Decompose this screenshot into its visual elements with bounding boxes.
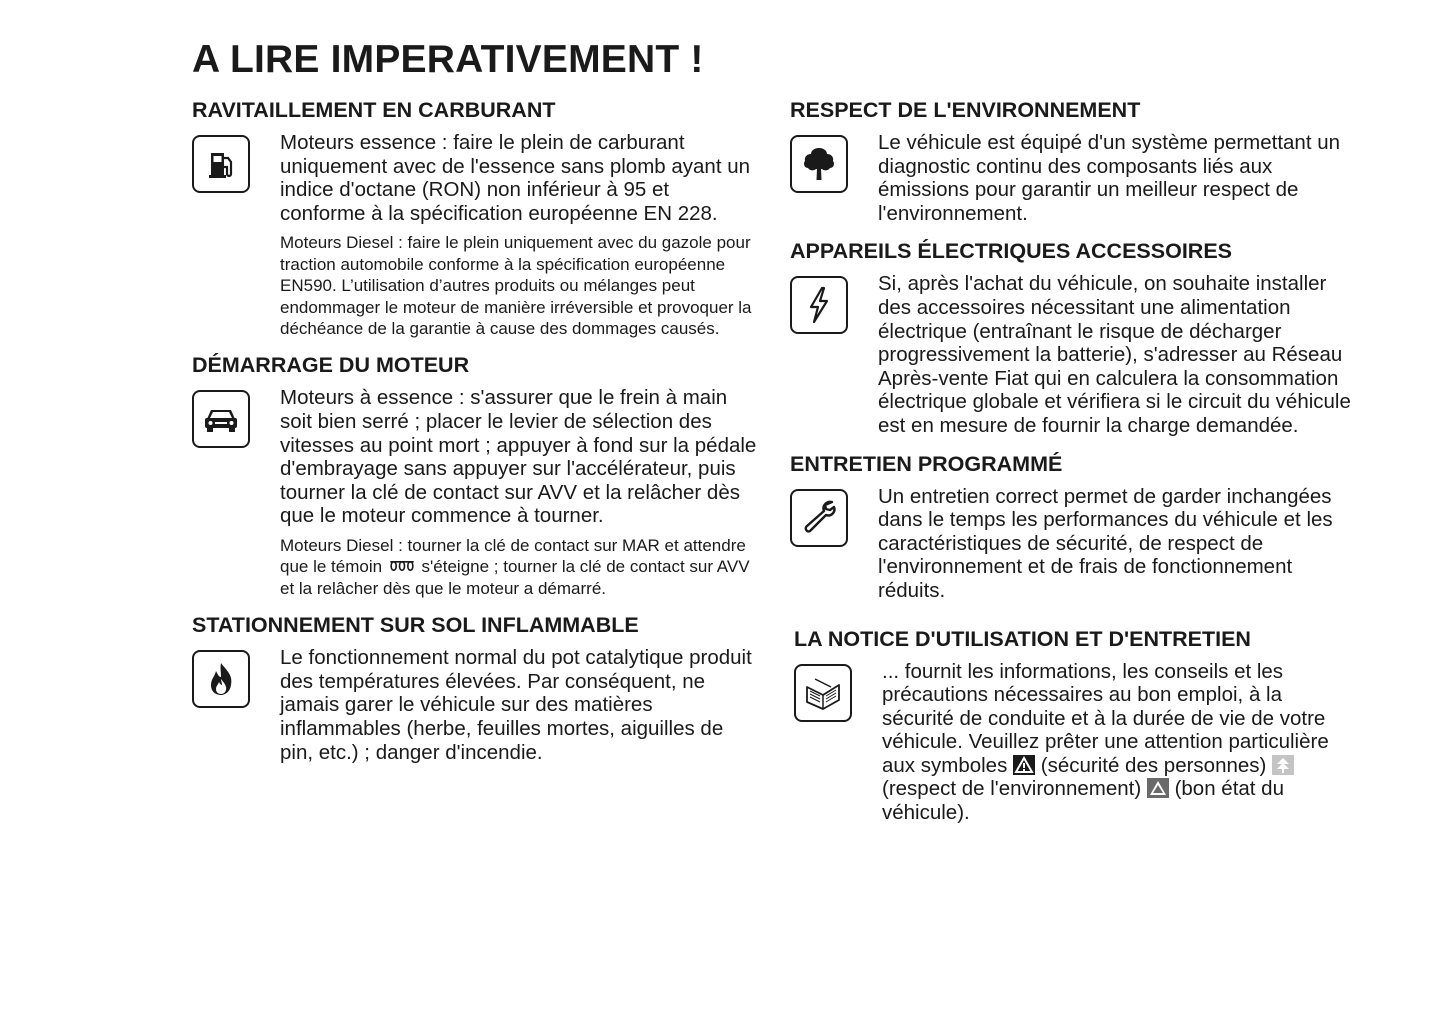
section-heading: APPAREILS ÉLECTRIQUES ACCESSOIRES [790,239,1233,264]
section-flammable-ground [192,613,757,764]
section-body [794,660,1355,825]
paragraph-text: (sécurité des personnes) [1040,753,1267,777]
section-heading: RESPECT DE L'ENVIRONNEMENT [790,98,1141,122]
section-heading: STATIONNEMENT SUR SOL INFLAMMABLE [192,613,639,638]
paragraph-text: (respect de l'environnement) [882,777,1142,801]
tree-icon [790,135,848,193]
section-body [192,131,757,339]
paragraph: Si, après l'achat du véhicule, on souhaite installer des accessoires nécessitant une alimentation électrique (entraînant le risque de décharger progressivement la batterie), s'adresser au Réseau Après-vente Fiat qui en calculera la consommation électrique globale et vérifiera si le circuit du véhicule est en mesure de fournir la charge demandée. [878,272,1351,437]
page-title: A LIRE IMPERATIVEMENT ! [192,38,704,81]
paragraph-text: (bon état du véhicule). [882,777,1284,825]
paragraph [882,660,1355,825]
section-body [790,131,1355,225]
paragraph: Le fonctionnement normal du pot catalytique produit des températures élevées. Par conséquent, ne jamais garer le véhicule sur des matières inflammables (herbe, feuilles mortes, aiguilles de pin, etc.) ; danger d'incendie. [280,646,752,764]
section-heading: LA NOTICE D'UTILISATION ET D'ENTRETIEN [794,626,1251,651]
wrench-icon [790,489,848,547]
lightning-icon [790,276,848,334]
section-body [790,485,1355,603]
book-icon [794,664,852,722]
car-icon [192,390,250,448]
paragraph: Le véhicule est équipé d'un système permettant un diagnostic continu des composants liés aux émissions pour garantir un meilleur respect de l'environnement. [878,131,1341,225]
section-engine-start [192,353,757,599]
paragraph-text: ... fournit les informations, les conseils et les précautions nécessaires au bon emploi, à la sécurité de conduite et à la durée de vie de votre véhicule. Veuillez prêter une attention particulière aux symboles [882,659,1329,777]
paragraph: Moteurs à essence : s'assurer que le frein à main soit bien serré ; placer le levier de sélection des vitesses au point mort ; appuyer à fond sur la pédale d'embrayage sans appuyer sur l'accélérateur, puis tourner la clé de contact sur AVV et la relâcher dès que le moteur commence à tourner. [280,386,757,528]
paragraph-text: Moteurs Diesel : tourner la clé de contact sur MAR et attendre que le témoin [280,535,746,577]
section-scheduled-maintenance [790,452,1355,603]
fuel-pump-icon [192,135,250,193]
section-heading: ENTRETIEN PROGRAMMÉ [790,451,1063,476]
section-body [192,646,757,764]
section-refueling [192,98,757,339]
section-owner-manual [794,627,1355,825]
section-body [192,386,757,599]
warning-triangle-icon [1013,755,1035,775]
right-column [790,98,1355,832]
section-heading: DÉMARRAGE DU MOTEUR [192,353,470,378]
paragraph: Moteurs Diesel : faire le plein uniquement avec du gazole pour traction automobile conforme à la spécification européenne EN590. L’utilisation d’autres produits ou mélanges peut endommager le moteur de manière irréversible et provoquer la déchéance de la garantie à cause des dommages causés. [280,233,752,338]
paragraph-text: s'éteigne ; tourner la clé de contact sur AVV et la relâcher dès que le moteur a démarré. [280,557,750,598]
environment-symbol-icon [1272,755,1294,775]
glow-plug-icon [387,557,417,575]
vehicle-care-icon [1147,778,1169,798]
section-heading: RAVITAILLEMENT EN CARBURANT [192,98,556,122]
section-body [790,272,1355,437]
section-environment [790,98,1355,225]
paragraph: Moteurs essence : faire le plein de carburant uniquement avec de l'essence sans plomb ayant un indice d'octane (RON) non inférieur à 95 et conforme à la spécification européenne EN 228. [280,131,751,225]
section-electrical-accessories [790,239,1355,437]
left-column [192,98,757,771]
paragraph [280,535,757,599]
flame-icon [192,650,250,708]
paragraph: Un entretien correct permet de garder inchangées dans le temps les performances du véhicule et les caractéristiques de sécurité, de respect de l'environnement et de frais de fonctionnement réduits. [878,484,1333,602]
